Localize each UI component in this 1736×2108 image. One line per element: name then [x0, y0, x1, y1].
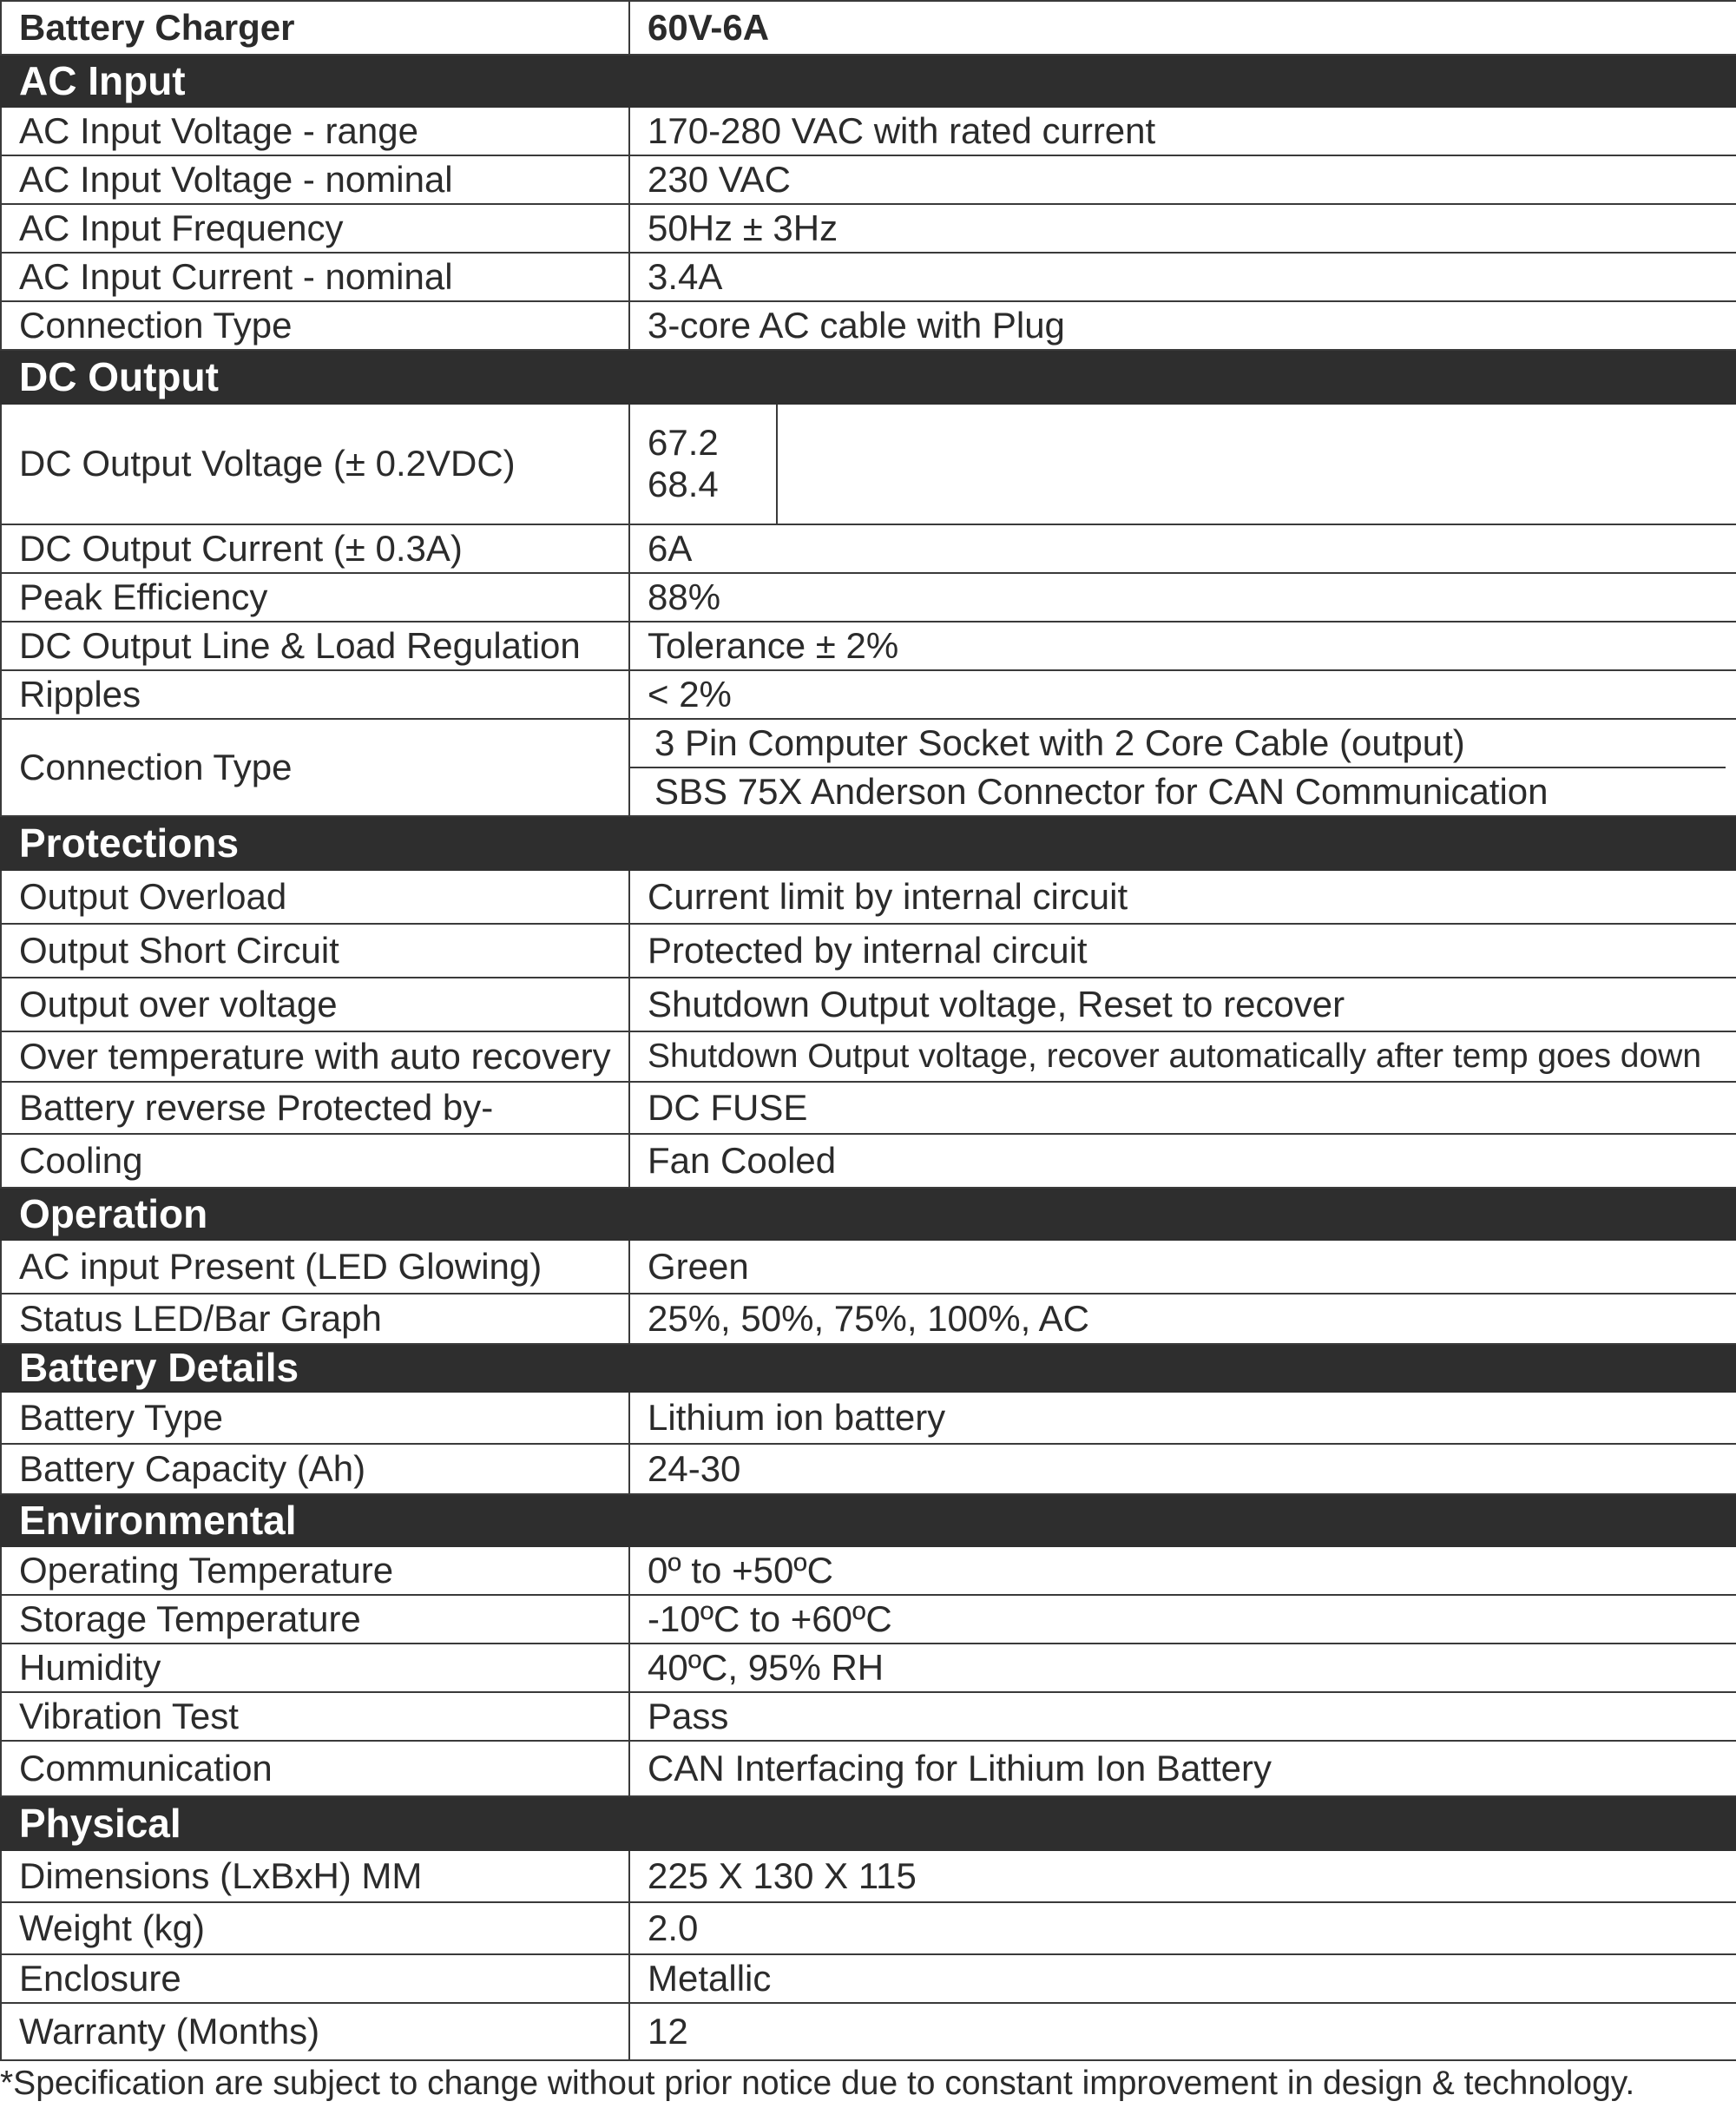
- spec-row: [1, 1546, 1736, 1595]
- section-header-row: [1, 1494, 1736, 1546]
- spec-label: DC Output Line & Load Regulation: [1, 622, 629, 670]
- spec-row: [1, 1692, 1736, 1741]
- spec-value: 170-280 VAC with rated current: [629, 107, 1736, 155]
- spec-label: Output over voltage: [1, 978, 629, 1031]
- spec-label: DC Output Voltage (± 0.2VDC): [1, 404, 629, 524]
- spec-row: [1, 719, 1736, 816]
- spec-value-multi: [629, 719, 1736, 816]
- spec-label: Enclosure: [1, 1954, 629, 2003]
- section-title: Environmental: [1, 1494, 1736, 1546]
- spec-value: 25%, 50%, 75%, 100%, AC: [629, 1294, 1736, 1344]
- header-value: 60V-6A: [629, 1, 1736, 55]
- spec-value: Tolerance ± 2%: [629, 622, 1736, 670]
- spec-label: Over temperature with auto recovery: [1, 1031, 629, 1082]
- spec-row: [1, 253, 1736, 301]
- spec-value: 40ºC, 95% RH: [629, 1644, 1736, 1692]
- spec-row: [1, 107, 1736, 155]
- spec-value-multi: [629, 404, 1736, 524]
- spec-row: [1, 204, 1736, 253]
- spec-value: < 2%: [629, 670, 1736, 719]
- spec-row: [1, 978, 1736, 1031]
- spec-row: [1, 1240, 1736, 1294]
- spec-value: 230 VAC: [629, 155, 1736, 204]
- spec-label: Battery Type: [1, 1392, 629, 1444]
- spec-label: Weight (kg): [1, 1902, 629, 1954]
- spec-value: 88%: [629, 573, 1736, 622]
- spec-label: Dimensions (LxBxH) MM: [1, 1850, 629, 1902]
- spec-label: Vibration Test: [1, 1692, 629, 1741]
- spec-label: Warranty (Months): [1, 2003, 629, 2060]
- spec-label: AC Input Frequency: [1, 204, 629, 253]
- spec-value-line: 67.2: [648, 422, 719, 463]
- section-header-row: [1, 1188, 1736, 1240]
- spec-row: [1, 1082, 1736, 1134]
- spec-label: AC Input Voltage - nominal: [1, 155, 629, 204]
- spec-label: Battery reverse Protected by-: [1, 1082, 629, 1134]
- spec-row: [1, 524, 1736, 573]
- spec-value: Pass: [629, 1692, 1736, 1741]
- section-title: Protections: [1, 816, 1736, 870]
- spec-label: Output Overload: [1, 870, 629, 924]
- spec-value: Shutdown Output voltage, recover automatically after temp goes down: [629, 1031, 1736, 1082]
- spec-row: [1, 870, 1736, 924]
- spec-value: 6A: [629, 524, 1736, 573]
- header-label: Battery Charger: [1, 1, 629, 55]
- spec-label: DC Output Current (± 0.3A): [1, 524, 629, 573]
- spec-value: Green: [629, 1240, 1736, 1294]
- spec-row: [1, 1741, 1736, 1796]
- section-header-row: [1, 55, 1736, 107]
- voltage-values-box: [648, 405, 778, 524]
- spec-value: 3-core AC cable with Plug: [629, 301, 1736, 350]
- spec-row: [1, 1850, 1736, 1902]
- spec-value: 2.0: [629, 1902, 1736, 1954]
- section-title: Operation: [1, 1188, 1736, 1240]
- spec-table-body: [1, 1, 1736, 2060]
- spec-value: Current limit by internal circuit: [629, 870, 1736, 924]
- spec-row: [1, 1294, 1736, 1344]
- spec-label: Communication: [1, 1741, 629, 1796]
- spec-value: 24-30: [629, 1444, 1736, 1494]
- spec-row: [1, 622, 1736, 670]
- spec-label: Cooling: [1, 1134, 629, 1188]
- spec-label: AC Input Current - nominal: [1, 253, 629, 301]
- spec-value: Fan Cooled: [629, 1134, 1736, 1188]
- spec-row: [1, 1595, 1736, 1644]
- spec-value: DC FUSE: [629, 1082, 1736, 1134]
- spec-label: Humidity: [1, 1644, 629, 1692]
- spec-row: [1, 301, 1736, 350]
- spec-row: [1, 670, 1736, 719]
- spec-row: [1, 573, 1736, 622]
- spec-label: Connection Type: [1, 719, 629, 816]
- spec-row: [1, 1954, 1736, 2003]
- spec-row: [1, 924, 1736, 978]
- spec-label: Output Short Circuit: [1, 924, 629, 978]
- spec-value: 225 X 130 X 115: [629, 1850, 1736, 1902]
- spec-row: [1, 1031, 1736, 1082]
- spec-value-subgrid: [630, 720, 1736, 815]
- spec-row: [1, 1444, 1736, 1494]
- spec-value: Lithium ion battery: [629, 1392, 1736, 1444]
- section-header-row: [1, 1796, 1736, 1850]
- spec-label: Ripples: [1, 670, 629, 719]
- section-header-row: [1, 816, 1736, 870]
- spec-row: [1, 2003, 1736, 2060]
- spec-value: 12: [629, 2003, 1736, 2060]
- spec-value: Shutdown Output voltage, Reset to recover: [629, 978, 1736, 1031]
- spec-row: [1, 1644, 1736, 1692]
- spec-value: 3.4A: [629, 253, 1736, 301]
- spec-value: -10ºC to +60ºC: [629, 1595, 1736, 1644]
- section-title: DC Output: [1, 350, 1736, 404]
- section-header-row: [1, 350, 1736, 404]
- spec-label: Storage Temperature: [1, 1595, 629, 1644]
- spec-value-line: 68.4: [648, 464, 719, 505]
- spec-value: Protected by internal circuit: [629, 924, 1736, 978]
- section-title: Physical: [1, 1796, 1736, 1850]
- spec-label: Operating Temperature: [1, 1546, 629, 1595]
- spec-row: [1, 1134, 1736, 1188]
- spec-row: [1, 1392, 1736, 1444]
- header-row: [1, 1, 1736, 55]
- spec-label: AC Input Voltage - range: [1, 107, 629, 155]
- spec-row: [1, 155, 1736, 204]
- spec-value: 0º to +50ºC: [629, 1546, 1736, 1595]
- spec-value: 50Hz ± 3Hz: [629, 204, 1736, 253]
- spec-label: Status LED/Bar Graph: [1, 1294, 629, 1344]
- spec-value-line: 3 Pin Computer Socket with 2 Core Cable (output): [630, 720, 1726, 768]
- section-header-row: [1, 1344, 1736, 1392]
- spec-label: Peak Efficiency: [1, 573, 629, 622]
- spec-label: Battery Capacity (Ah): [1, 1444, 629, 1494]
- spec-label: AC input Present (LED Glowing): [1, 1240, 629, 1294]
- footnote: *Specification are subject to change without prior notice due to constant improvement in design & technology.: [0, 2065, 1635, 2102]
- spec-label: Connection Type: [1, 301, 629, 350]
- spec-value: CAN Interfacing for Lithium Ion Battery: [629, 1741, 1736, 1796]
- spec-value: Metallic: [629, 1954, 1736, 2003]
- spec-value-line: SBS 75X Anderson Connector for CAN Communication: [654, 770, 1549, 812]
- section-title: AC Input: [1, 55, 1736, 107]
- spec-row: [1, 404, 1736, 524]
- spec-row: [1, 1902, 1736, 1954]
- section-title: Battery Details: [1, 1344, 1736, 1392]
